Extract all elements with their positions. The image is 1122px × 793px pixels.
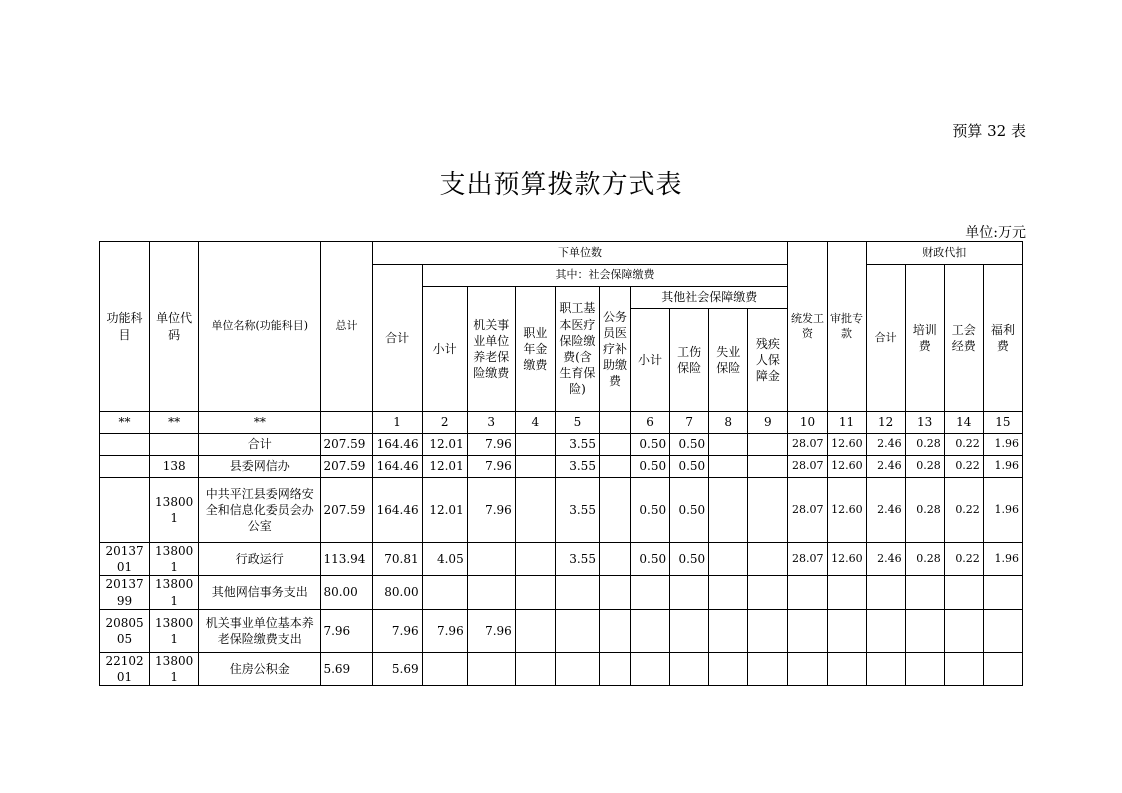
table-cell — [748, 652, 788, 685]
table-cell — [599, 478, 630, 543]
table-cell — [599, 543, 630, 576]
table-cell: 138001 — [150, 478, 199, 543]
table-cell: 3.55 — [555, 456, 599, 478]
index-cell: 12 — [866, 412, 905, 434]
table-cell — [555, 652, 599, 685]
table-cell: 12.01 — [422, 478, 467, 543]
table-cell — [983, 609, 1022, 652]
header-fiscal: 财政代扣 — [866, 242, 1022, 265]
table-cell: 3.55 — [555, 543, 599, 576]
header-special: 审批专款 — [827, 242, 866, 412]
table-cell: 2.46 — [866, 478, 905, 543]
table-cell — [944, 609, 983, 652]
index-row — [100, 412, 1023, 434]
table-cell — [599, 434, 630, 456]
table-cell — [555, 609, 599, 652]
table-cell — [670, 652, 709, 685]
table-cell — [748, 543, 788, 576]
table-row — [100, 478, 1023, 543]
table-cell: 0.50 — [670, 456, 709, 478]
header-ss-group: 其中：社会保障缴费 — [422, 265, 788, 287]
table-cell: 164.46 — [372, 434, 422, 456]
table-cell: 7.96 — [321, 609, 372, 652]
table-cell: 12.01 — [422, 434, 467, 456]
table-cell — [467, 543, 515, 576]
table-cell: 7.96 — [467, 434, 515, 456]
table-cell: 113.94 — [321, 543, 372, 576]
table-cell — [631, 576, 670, 609]
table-cell — [100, 478, 150, 543]
table-cell: 138001 — [150, 576, 199, 609]
table-cell — [709, 434, 748, 456]
index-cell: ** — [100, 412, 150, 434]
table-cell — [467, 576, 515, 609]
table-cell: 2013799 — [100, 576, 150, 609]
table-cell — [515, 456, 555, 478]
index-cell: 15 — [983, 412, 1022, 434]
header-other-group: 其他社会保障缴费 — [631, 287, 788, 309]
table-cell — [827, 652, 866, 685]
table-cell: 12.60 — [827, 456, 866, 478]
table-cell — [748, 576, 788, 609]
table-cell: 0.50 — [670, 543, 709, 576]
table-cell: 0.50 — [631, 434, 670, 456]
table-row — [100, 543, 1023, 576]
table-cell — [788, 609, 827, 652]
index-cell — [599, 412, 630, 434]
table-cell: 207.59 — [321, 456, 372, 478]
index-cell: 7 — [670, 412, 709, 434]
table-cell — [670, 609, 709, 652]
table-cell — [670, 576, 709, 609]
table-cell — [866, 576, 905, 609]
table-cell — [555, 576, 599, 609]
table-cell: 80.00 — [372, 576, 422, 609]
table-cell: 0.50 — [670, 478, 709, 543]
index-cell: 9 — [748, 412, 788, 434]
table-cell: 138001 — [150, 543, 199, 576]
table-cell: 0.22 — [944, 456, 983, 478]
table-cell: 4.05 — [422, 543, 467, 576]
table-cell — [631, 609, 670, 652]
table-cell — [827, 609, 866, 652]
table-cell — [709, 652, 748, 685]
table-cell: 7.96 — [467, 609, 515, 652]
table-cell: 2013701 — [100, 543, 150, 576]
table-cell — [788, 652, 827, 685]
table-cell — [709, 478, 748, 543]
table-cell: 0.22 — [944, 434, 983, 456]
unit-label: 单位:万元 — [965, 225, 1026, 241]
table-cell: 207.59 — [321, 478, 372, 543]
table-cell — [788, 576, 827, 609]
index-cell: 4 — [515, 412, 555, 434]
table-cell: 2.46 — [866, 543, 905, 576]
table-cell: 其他网信事务支出 — [199, 576, 321, 609]
table-cell: 0.28 — [905, 456, 944, 478]
table-row — [100, 434, 1023, 456]
table-cell: 28.07 — [788, 456, 827, 478]
table-cell — [709, 576, 748, 609]
header-func: 功能科目 — [100, 242, 150, 412]
index-cell: 10 — [788, 412, 827, 434]
header-ss-subtotal: 小计 — [422, 287, 467, 412]
index-cell: 14 — [944, 412, 983, 434]
table-cell — [709, 543, 748, 576]
header-pension: 机关事业单位养老保险缴费 — [467, 287, 515, 412]
table-cell: 5.69 — [372, 652, 422, 685]
header-medical: 职工基本医疗保险缴费(含生育保险) — [555, 287, 599, 412]
index-cell: 6 — [631, 412, 670, 434]
index-cell: ** — [199, 412, 321, 434]
header-lower: 下单位数 — [372, 242, 788, 265]
table-cell: 1.96 — [983, 456, 1022, 478]
table-cell: 2210201 — [100, 652, 150, 685]
table-cell: 12.60 — [827, 434, 866, 456]
index-cell: 3 — [467, 412, 515, 434]
header-other-subtotal: 小计 — [631, 309, 670, 412]
table-cell: 70.81 — [372, 543, 422, 576]
table-cell: 28.07 — [788, 543, 827, 576]
table-cell: 28.07 — [788, 434, 827, 456]
table-cell — [467, 652, 515, 685]
table-cell — [599, 576, 630, 609]
table-cell — [748, 434, 788, 456]
table-cell: 0.28 — [905, 543, 944, 576]
table-cell: 行政运行 — [199, 543, 321, 576]
table-cell: 207.59 — [321, 434, 372, 456]
table-cell: 3.55 — [555, 478, 599, 543]
header-welfare: 福利费 — [983, 265, 1022, 412]
table-cell — [631, 652, 670, 685]
table-cell — [905, 609, 944, 652]
header-annuity: 职业年金缴费 — [515, 287, 555, 412]
table-cell: 7.96 — [372, 609, 422, 652]
table-cell — [100, 434, 150, 456]
page-title: 支出预算拨款方式表 — [439, 170, 683, 200]
index-cell: 1 — [372, 412, 422, 434]
table-cell — [748, 456, 788, 478]
budget-table — [99, 241, 1023, 686]
table-cell — [150, 434, 199, 456]
table-cell: 机关事业单位基本养老保险缴费支出 — [199, 609, 321, 652]
table-cell — [944, 652, 983, 685]
table-cell — [748, 609, 788, 652]
header-unemployment: 失业保险 — [709, 309, 748, 412]
table-row — [100, 456, 1023, 478]
table-cell — [599, 609, 630, 652]
table-cell: 138 — [150, 456, 199, 478]
header-disability: 残疾人保障金 — [748, 309, 788, 412]
table-cell — [515, 609, 555, 652]
table-cell — [599, 456, 630, 478]
index-cell: 8 — [709, 412, 748, 434]
table-cell: 12.60 — [827, 543, 866, 576]
table-cell: 138001 — [150, 652, 199, 685]
table-cell — [866, 609, 905, 652]
table-cell — [827, 576, 866, 609]
table-cell — [515, 434, 555, 456]
table-number: 预算 32 表 — [952, 122, 1026, 140]
table-cell — [100, 456, 150, 478]
header-total: 总计 — [321, 242, 372, 412]
table-cell — [905, 576, 944, 609]
table-cell: 28.07 — [788, 478, 827, 543]
table-cell — [709, 456, 748, 478]
table-cell — [905, 652, 944, 685]
header-unified-wage: 统发工资 — [788, 242, 827, 412]
table-cell: 0.22 — [944, 478, 983, 543]
table-cell: 0.50 — [631, 456, 670, 478]
table-row — [100, 609, 1023, 652]
index-cell — [321, 412, 372, 434]
table-cell — [983, 652, 1022, 685]
header-injury: 工伤保险 — [670, 309, 709, 412]
table-cell: 12.60 — [827, 478, 866, 543]
table-cell: 县委网信办 — [199, 456, 321, 478]
table-cell: 80.00 — [321, 576, 372, 609]
index-cell: ** — [150, 412, 199, 434]
table-cell: 0.50 — [631, 543, 670, 576]
table-row — [100, 652, 1023, 685]
table-cell: 138001 — [150, 609, 199, 652]
table-cell: 住房公积金 — [199, 652, 321, 685]
header-union: 工会经费 — [944, 265, 983, 412]
header-name: 单位名称(功能科目) — [199, 242, 321, 412]
header-subtotal: 合计 — [372, 265, 422, 412]
table-cell: 0.28 — [905, 478, 944, 543]
table-cell: 7.96 — [467, 456, 515, 478]
table-cell: 合计 — [199, 434, 321, 456]
table-cell — [944, 576, 983, 609]
index-cell: 13 — [905, 412, 944, 434]
index-cell: 2 — [422, 412, 467, 434]
table-cell — [515, 543, 555, 576]
table-cell: 1.96 — [983, 478, 1022, 543]
table-cell: 0.50 — [631, 478, 670, 543]
index-cell: 5 — [555, 412, 599, 434]
header-civil-medical: 公务员医疗补助缴费 — [599, 287, 630, 412]
table-cell — [422, 576, 467, 609]
header-code: 单位代码 — [150, 242, 199, 412]
table-cell: 2080505 — [100, 609, 150, 652]
table-cell — [422, 652, 467, 685]
table-cell — [515, 652, 555, 685]
table-cell — [599, 652, 630, 685]
table-cell: 3.55 — [555, 434, 599, 456]
header-training: 培训费 — [905, 265, 944, 412]
table-cell: 中共平江县委网络安全和信息化委员会办公室 — [199, 478, 321, 543]
table-cell: 164.46 — [372, 478, 422, 543]
table-cell: 5.69 — [321, 652, 372, 685]
table-cell — [983, 576, 1022, 609]
table-cell — [515, 478, 555, 543]
table-cell: 0.50 — [670, 434, 709, 456]
table-cell — [748, 478, 788, 543]
table-cell — [515, 576, 555, 609]
table-cell: 164.46 — [372, 456, 422, 478]
table-cell: 2.46 — [866, 434, 905, 456]
table-cell: 1.96 — [983, 543, 1022, 576]
table-cell: 0.28 — [905, 434, 944, 456]
table-cell — [866, 652, 905, 685]
table-cell: 1.96 — [983, 434, 1022, 456]
table-cell: 7.96 — [467, 478, 515, 543]
table-row — [100, 576, 1023, 609]
header-fiscal-total: 合计 — [866, 265, 905, 412]
table-cell — [709, 609, 748, 652]
index-cell: 11 — [827, 412, 866, 434]
table-cell: 12.01 — [422, 456, 467, 478]
table-cell: 7.96 — [422, 609, 467, 652]
table-cell: 2.46 — [866, 456, 905, 478]
table-cell: 0.22 — [944, 543, 983, 576]
